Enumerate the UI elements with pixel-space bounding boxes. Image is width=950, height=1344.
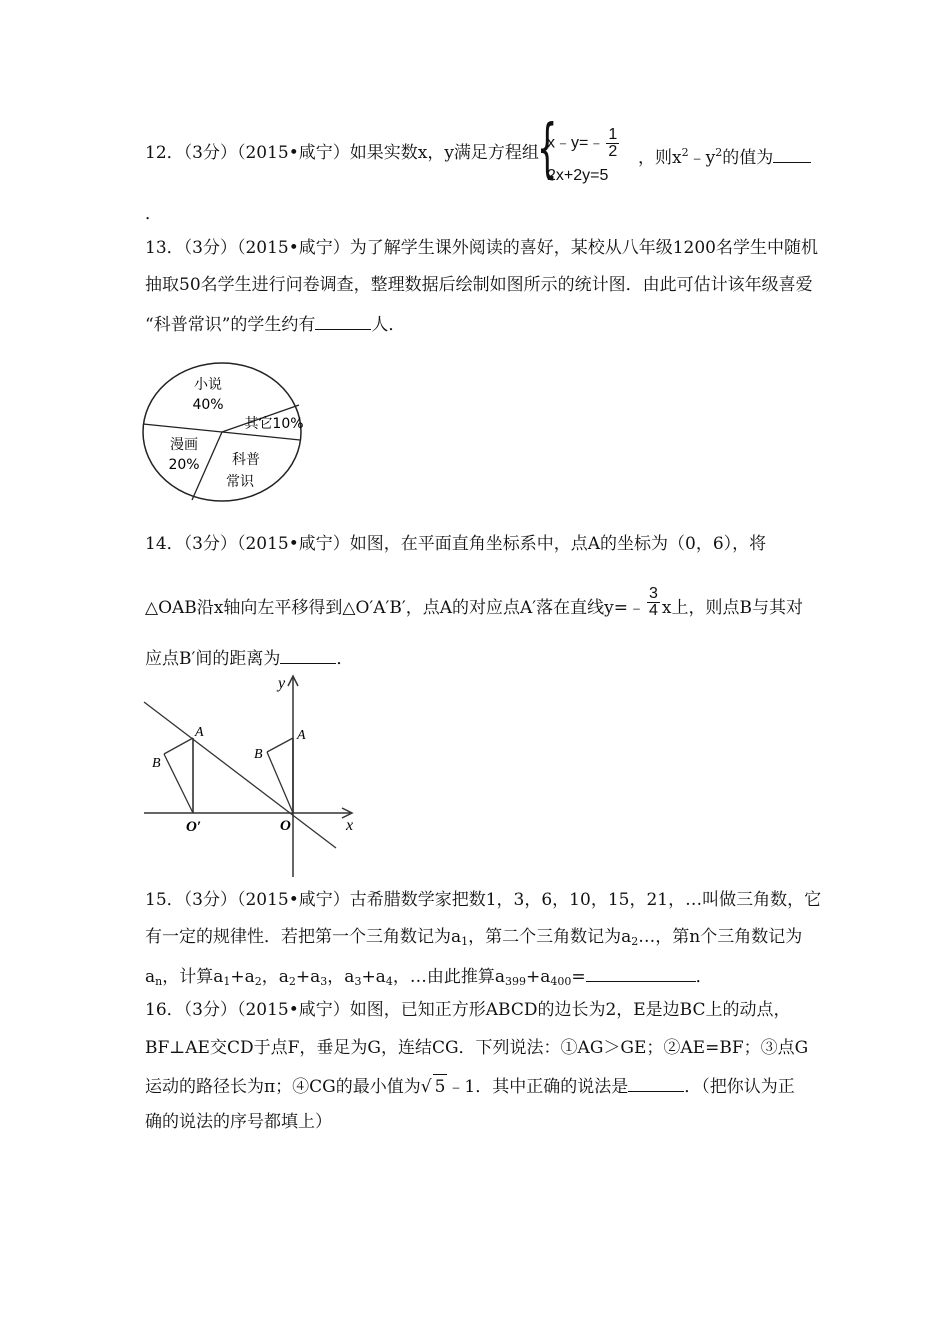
q12-equation-1 [547, 127, 621, 160]
q15-t-h: ，…由此推算a [392, 967, 505, 987]
q13-line3 [145, 311, 405, 337]
label-y: y [278, 675, 286, 692]
q12-equation-2: 2x+2y=5 [547, 167, 609, 184]
q15-answer-blank[interactable] [586, 963, 696, 982]
q16-line3-b: ﹣1．其中正确的说法是 [447, 1077, 629, 1097]
q15-sub-a2b: 2 [288, 975, 296, 988]
label-x: x [346, 817, 354, 834]
pie-label-novel: 小说 [194, 377, 222, 393]
q12-sup-y: 2 [715, 146, 723, 159]
q13-line3-a: “科普常识”的学生约有 [145, 315, 316, 335]
segment-b-o [267, 752, 293, 813]
pie-label-comic: 漫画 [170, 437, 198, 453]
q15-line2-b: ，第二个三角数记为a [468, 927, 632, 947]
q15-t-e: +a [295, 967, 321, 987]
q14-line3-b: ． [336, 649, 354, 669]
q16-line3-c: ．（把你认为正 [684, 1077, 795, 1097]
q15-line1: 15．（3分）（2015•咸宁）古希腊数学家把数1，3，6，10，15，21，…叫做三角数，它 [145, 890, 822, 910]
pie-slice-divider-other-science [222, 432, 300, 440]
q16-line1: 16．（3分）（2015•咸宁）如图，已知正方形ABCD的边长为2，E是边BC上的动点， [145, 1000, 791, 1020]
sqrt-icon: √ [420, 1077, 432, 1097]
q15-sub-400: 400 [550, 975, 572, 988]
label-a: A [297, 728, 306, 743]
q16-answer-blank[interactable] [628, 1073, 684, 1092]
q15-sub-a3: 3 [320, 975, 328, 988]
q14-frac-den: 4 [649, 602, 658, 619]
q12-frac-num: 1 [608, 126, 618, 143]
q13-line3-b: 人． [371, 315, 406, 335]
q16-line3 [145, 1073, 795, 1099]
q12-eq1-left: x﹣y=﹣ [547, 134, 605, 152]
q12-eq1-fraction [606, 127, 619, 160]
pie-chart [140, 360, 310, 510]
q13-line1: 13．（3分）（2015•咸宁）为了解学生课外阅读的喜好，某校从八年级1200名学生中随机 [145, 238, 819, 258]
q14-line2 [145, 585, 803, 620]
q15-line2-c: …，第n个三角数记为 [638, 927, 803, 947]
q15-t-g: +a [361, 967, 386, 987]
pie-slice-divider-comic-novel [143, 424, 222, 432]
q14-line2-a: △OAB沿x轴向左平移得到△O′A′B′，点A的对应点A′落在直线y=﹣ [145, 598, 645, 618]
label-o-prime: O′ [186, 819, 202, 835]
q15-t-i: +a [525, 967, 551, 987]
q13-line2: 抽取50名学生进行问卷调查，整理数据后绘制如图所示的统计图．由此可估计该年级喜爱 [145, 275, 813, 295]
pie-label-science-1: 科普 [232, 452, 260, 468]
q12-tail-text: 的值为 [722, 148, 774, 168]
q15-t-c: +a [230, 967, 255, 987]
coordinate-figure [140, 672, 370, 882]
pie-label-science-2: 常识 [226, 474, 254, 490]
q15-t-k: ． [695, 967, 713, 987]
q15-t-f: ，a [327, 967, 355, 987]
q15-t-d: ，a [261, 967, 289, 987]
q14-frac-num: 3 [649, 585, 658, 602]
q12-tail [638, 141, 811, 170]
q16-line2: BF⊥AE交CD于点F，垂足为G，连结CG．下列说法：①AG＞GE；②AE=BF；③点G [145, 1038, 809, 1058]
q15-sub-a4: 4 [385, 975, 393, 988]
segment-b1-o1 [164, 754, 193, 813]
q14-line3 [145, 645, 353, 671]
q14-answer-blank[interactable] [280, 645, 336, 664]
q15-sub-a3b: 3 [354, 975, 362, 988]
label-b-prime: B [152, 756, 161, 771]
q14-line3-a: 应点B′间的距离为 [145, 649, 281, 669]
q15-sub-a2: 2 [254, 975, 262, 988]
pie-label-comic-pct: 20% [168, 457, 200, 473]
q12-answer-blank[interactable] [773, 144, 811, 163]
q12-mid: ﹣y [688, 148, 716, 168]
q15-t-a: a [145, 967, 156, 987]
label-b: B [254, 747, 263, 762]
q15-sub-1: 1 [461, 935, 469, 948]
q16-line3-a: 运动的路径长为π；④CG的最小值为 [145, 1077, 421, 1097]
q15-line3 [145, 963, 713, 994]
q12-sup-x: 2 [681, 146, 689, 159]
q16-sqrt-value: 5 [433, 1074, 448, 1099]
q16-line4: 确的说法的序号都填上） [145, 1112, 332, 1132]
q15-t-b: ，计算a [162, 967, 224, 987]
q15-sub-2: 2 [631, 935, 639, 948]
q14-line2-b: x上，则点B与其对 [661, 598, 803, 618]
q14-fraction [647, 586, 660, 619]
q12-frac-den: 2 [608, 143, 618, 160]
q15-sub-n: n [155, 975, 163, 988]
pie-label-novel-pct: 40% [192, 397, 224, 413]
segment-a-b [267, 738, 293, 752]
line-y-neg-3-4-x [144, 702, 336, 848]
label-o: O [280, 818, 291, 834]
label-a-prime: A [195, 725, 204, 740]
segment-a1-b1 [164, 738, 193, 754]
q12-text: 12．（3分）（2015•咸宁）如果实数x，y满足方程组 [145, 143, 539, 163]
q12-line1 [145, 141, 539, 165]
q12-after: ，则x [638, 148, 682, 168]
q12-period: ． [145, 204, 162, 224]
q12-equation-system [537, 112, 637, 189]
q15-t-j: = [571, 967, 586, 987]
q15-sub-a1: 1 [223, 975, 231, 988]
q14-line1: 14．（3分）（2015•咸宁）如图，在平面直角坐标系中，点A的坐标为（0，6），将 [145, 534, 767, 554]
q15-line2 [145, 925, 802, 954]
pie-label-other: 其它10% [244, 416, 304, 432]
q15-line2-a: 有一定的规律性．若把第一个三角数记为a [145, 927, 462, 947]
q13-answer-blank[interactable] [315, 311, 371, 330]
q15-sub-399: 399 [504, 975, 526, 988]
brace-symbol: { [537, 112, 558, 186]
